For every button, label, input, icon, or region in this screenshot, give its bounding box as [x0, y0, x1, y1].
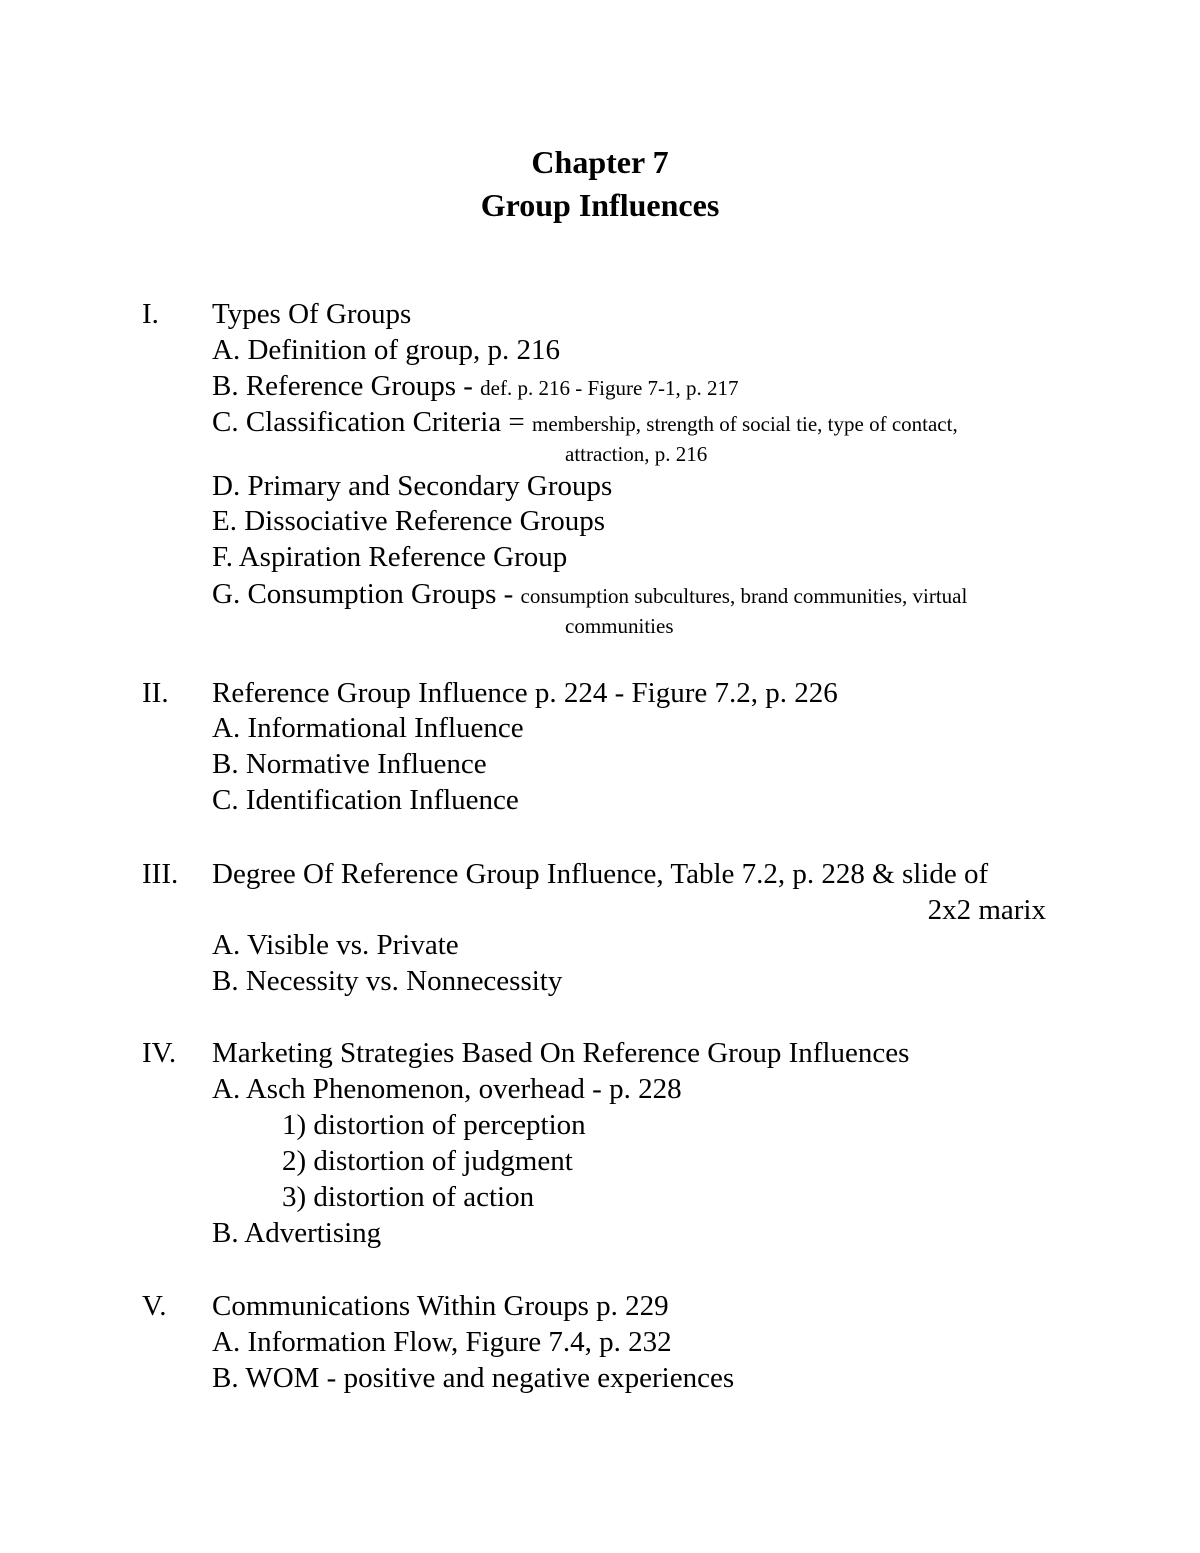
item-note-continued: communities: [565, 614, 674, 638]
outline-item: F. Aspiration Reference Group: [212, 541, 568, 573]
section-numeral: I.: [142, 298, 159, 330]
item-note: membership, strength of social tie, type of contact,: [532, 412, 958, 436]
outline-item: D. Primary and Secondary Groups: [212, 470, 613, 502]
section-heading: Degree Of Reference Group Influence, Table 7.2, p. 228 & slide of: [212, 858, 989, 890]
outline-item: A. Definition of group, p. 216: [212, 334, 560, 366]
outline-item: E. Dissociative Reference Groups: [212, 505, 605, 537]
section-heading: Reference Group Influence p. 224 - Figure 7.2, p. 226: [212, 677, 838, 709]
item-note-continued: attraction, p. 216: [565, 442, 708, 466]
section-heading-continued: 2x2 marix: [927, 894, 1046, 926]
chapter-number: Chapter 7: [531, 144, 669, 180]
item-note: def. p. 216 - Figure 7-1, p. 217: [480, 376, 739, 400]
outline-item: B. Advertising: [212, 1217, 382, 1249]
section-numeral: IV.: [142, 1037, 177, 1069]
outline-item: B. Necessity vs. Nonnecessity: [212, 965, 563, 997]
section-heading: Communications Within Groups p. 229: [212, 1290, 669, 1322]
section-numeral: III.: [142, 858, 179, 890]
outline-item: A. Visible vs. Private: [212, 929, 459, 961]
outline-subitem: 2) distortion of judgment: [282, 1145, 573, 1177]
section-heading: Types Of Groups: [212, 298, 412, 330]
outline-item: B. Reference Groups - def. p. 216 - Figure 7-1, p. 217: [212, 370, 739, 402]
section-numeral: II.: [142, 677, 169, 709]
section-heading: Marketing Strategies Based On Reference Group Influences: [212, 1037, 910, 1069]
outline-item: G. Consumption Groups - consumption subcultures, brand communities, virtual: [212, 578, 968, 610]
outline-subitem: 1) distortion of perception: [282, 1109, 586, 1141]
outline-subitem: 3) distortion of action: [282, 1181, 535, 1213]
outline-item: C. Identification Influence: [212, 784, 519, 816]
outline-item: C. Classification Criteria = membership, strength of social tie, type of contact,: [212, 406, 958, 438]
outline-item: B. WOM - positive and negative experiences: [212, 1362, 735, 1394]
outline-item: A. Information Flow, Figure 7.4, p. 232: [212, 1326, 672, 1358]
item-note: consumption subcultures, brand communities, virtual: [520, 584, 968, 608]
chapter-title: Group Influences: [480, 187, 720, 223]
outline-item: A. Informational Influence: [212, 712, 524, 744]
outline-item: A. Asch Phenomenon, overhead - p. 228: [212, 1073, 682, 1105]
section-numeral: V.: [142, 1290, 167, 1322]
outline-item: B. Normative Influence: [212, 748, 487, 780]
